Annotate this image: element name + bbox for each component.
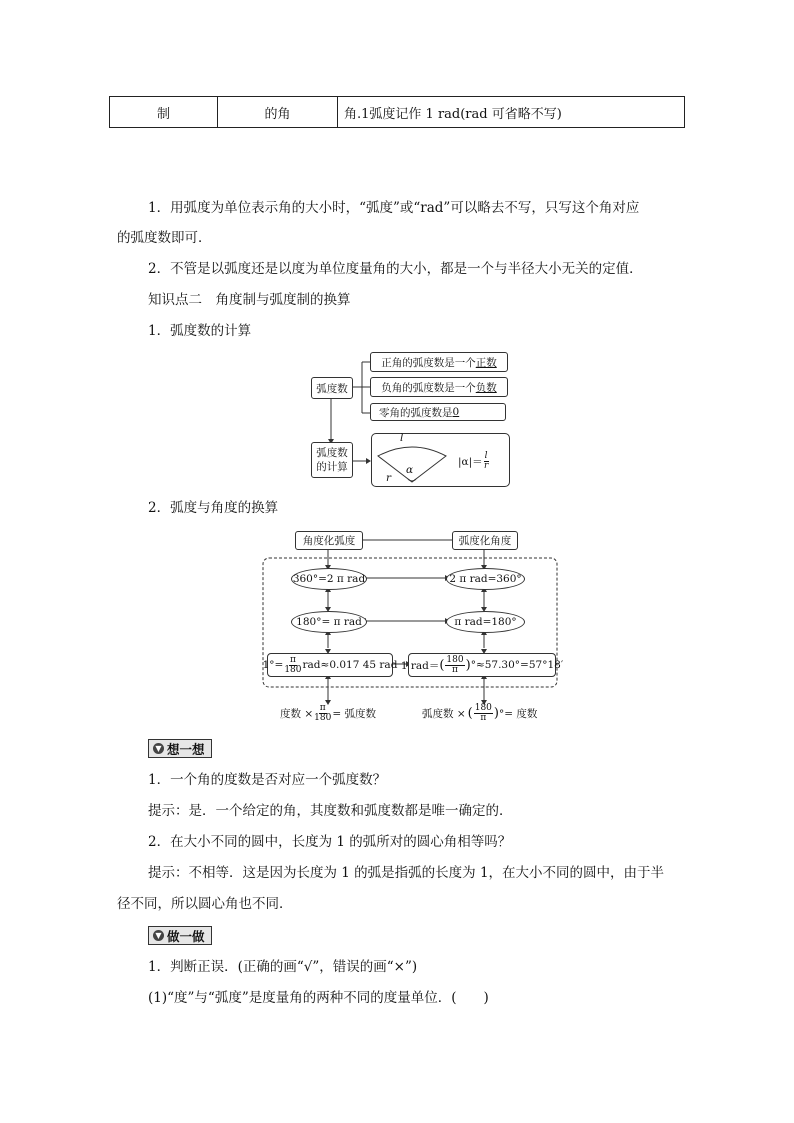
formula-numerator: l — [484, 451, 488, 461]
zero-angle-answer: 0 — [452, 406, 460, 418]
one-radian-fraction — [445, 656, 464, 675]
calc-line-1: 弧度数 — [316, 447, 348, 459]
zero-angle-box — [370, 403, 506, 421]
subsection-2-title: 2．弧度与角度的换算 — [148, 500, 279, 516]
deg-formula-num: π — [319, 703, 326, 713]
note-1-line1: 1．用弧度为单位表示角的大小时，“弧度”或“rad”可以略去不写，只写这个角对应 — [148, 200, 640, 216]
deg-formula-fraction — [314, 704, 331, 723]
one-radian-prefix: 1 rad＝ — [400, 659, 440, 672]
deg-formula-prefix: 度数 × — [280, 708, 314, 720]
subsection-1-title: 1．弧度数的计算 — [148, 323, 252, 339]
one-degree-num: π — [289, 654, 296, 665]
chevron-down-icon: ▼ — [153, 743, 164, 754]
formula-denominator: r — [483, 461, 489, 471]
rad-to-deg-box: 弧度化角度 — [452, 531, 518, 550]
eq-180-right: π rad=180° — [446, 611, 525, 633]
calc-box — [311, 442, 353, 478]
eq-360-right: 2 π rad=360° — [446, 568, 525, 590]
negative-angle-text: 负角的弧度数是一个 — [381, 381, 476, 394]
table-cell: 的角 — [218, 97, 338, 128]
positive-angle-box — [370, 352, 508, 372]
negative-angle-answer: 负数 — [475, 381, 497, 394]
one-radian-num: 180 — [446, 654, 464, 665]
practice-badge-label: 做一做 — [167, 928, 205, 944]
calc-line-2: 的计算 — [316, 461, 348, 473]
rad-formula-num: 180 — [474, 703, 492, 713]
definition-table — [109, 96, 685, 128]
radius-label: r — [386, 472, 392, 484]
one-radian-den: π — [452, 664, 458, 675]
arc-formula — [458, 452, 490, 471]
sector-formula-box — [371, 433, 510, 487]
one-degree-den: 180 — [284, 664, 302, 675]
zero-angle-text: 零角的弧度数是 — [379, 406, 453, 419]
alpha-label: α — [406, 464, 414, 476]
practice-badge — [148, 926, 212, 945]
practice-question-1: 1．判断正误．(正确的画“√”，错误的画“×”) — [148, 959, 418, 975]
section-title: 知识点二 角度制与弧度制的换算 — [148, 292, 351, 308]
eq-360-left: 360°=2 π rad — [291, 568, 367, 590]
rad-formula-prefix: 弧度数 × — [422, 708, 466, 720]
note-2: 2．不管是以弧度还是以度为单位度量角的大小，都是一个与半径大小无关的定值． — [148, 261, 643, 277]
think-answer-1: 提示：是．一个给定的角，其度数和弧度数都是唯一确定的． — [148, 803, 513, 819]
radian-root-box: 弧度数 — [311, 377, 353, 399]
one-degree-box — [262, 653, 398, 677]
arc-l-label: l — [400, 432, 404, 444]
formula-fraction — [484, 452, 489, 471]
formula-left: |α|＝ — [458, 456, 483, 468]
table-cell: 制 — [110, 97, 218, 128]
one-degree-suffix: rad≈0.017 45 rad — [302, 659, 398, 671]
think-badge — [148, 739, 212, 758]
positive-angle-text: 正角的弧度数是一个 — [381, 356, 476, 369]
radian-calc-diagram — [300, 345, 520, 495]
negative-angle-box — [370, 377, 508, 397]
think-question-1: 1．一个角的度数是否对应一个弧度数？ — [148, 772, 387, 788]
think-answer-2-line2: 径不同，所以圆心角也不同． — [117, 896, 293, 912]
think-badge-label: 想一想 — [167, 741, 205, 757]
note-1-line2: 的弧度数即可． — [117, 230, 212, 246]
deg-formula-suffix: = 弧度数 — [332, 708, 376, 720]
deg-to-rad-formula — [280, 704, 376, 723]
table-cell: 角.1弧度记作 1 rad(rad 可省略不写) — [338, 97, 685, 128]
think-question-2: 2．在大小不同的圆中，长度为 1 的弧所对的圆心角相等吗？ — [148, 834, 512, 850]
rad-to-deg-formula: 弧度数 × ( $\frac{180}{\pi}$ ) °= 度数 — [422, 703, 538, 723]
deg-to-rad-box: 角度化弧度 — [295, 531, 363, 550]
conversion-diagram — [262, 528, 564, 728]
chevron-down-icon: ▼ — [153, 930, 164, 941]
one-radian-box: 1 rad＝ ( $\frac{180}{\pi}$ ) °≈57.30°=57°18′ — [408, 653, 556, 677]
rad-formula-suffix: °= 度数 — [498, 708, 538, 720]
rad-formula-fraction — [474, 704, 493, 723]
one-radian-suffix: °≈57.30°=57°18′ — [470, 659, 564, 671]
one-degree-fraction — [284, 656, 301, 675]
positive-angle-answer: 正数 — [475, 356, 497, 369]
rad-formula-den: π — [480, 713, 487, 723]
think-answer-2-line1: 提示：不相等．这是因为长度为 1 的弧是指弧的长度为 1，在大小不同的圆中，由于半 — [148, 865, 665, 881]
eq-180-left: 180°= π rad — [291, 611, 367, 633]
deg-formula-den: 180 — [314, 713, 332, 723]
one-degree-prefix: 1°= — [262, 659, 284, 671]
practice-item-1: (1)“度”与“弧度”是度量角的两种不同的度量单位．( ) — [148, 990, 489, 1006]
